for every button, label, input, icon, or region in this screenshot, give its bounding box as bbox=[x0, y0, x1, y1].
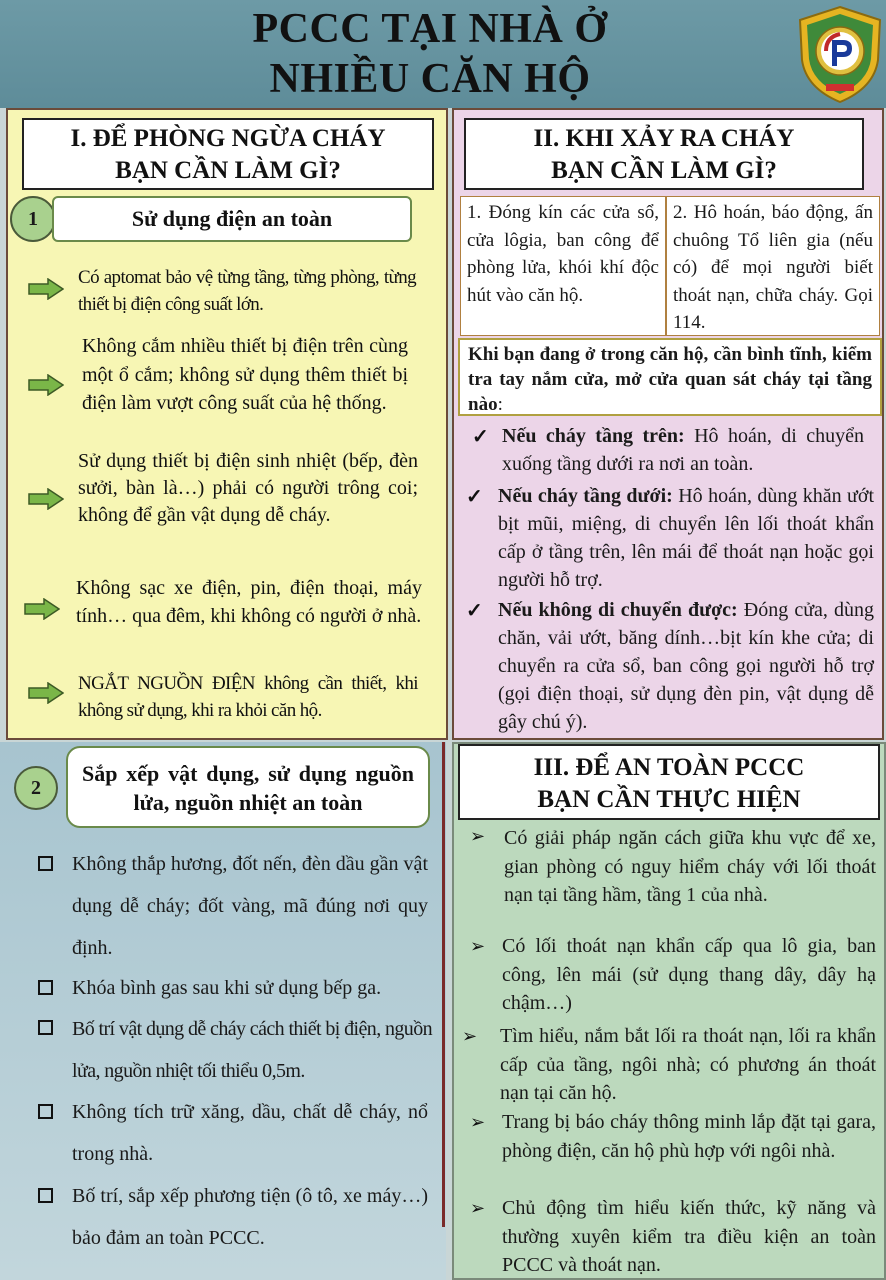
group-2-item-3: Bố trí vật dụng dễ cháy cách thiết bị điện, nguồn lửa, nguồn nhiệt tối thiểu 0,5m. bbox=[72, 1018, 432, 1082]
checkbox-bullet-icon bbox=[38, 1188, 53, 1203]
group-1-item-3: Sử dụng thiết bị điện sinh nhiệt (bếp, đèn sưởi, bàn là…) phải có người trông coi; không để gần vật dụng dễ cháy. bbox=[78, 450, 418, 526]
group-2-item-1: Không thắp hương, đốt nến, đèn dầu gần vật dụng dễ cháy; đốt vàng, mã đúng nơi quy định. bbox=[72, 853, 428, 959]
group-2-number-badge: 2 bbox=[14, 766, 58, 810]
group-1-item-1: Có aptomat bảo vệ từng tầng, từng phòng, từng thiết bị điện công suất lớn. bbox=[78, 267, 416, 315]
group-2-item-4: Không tích trữ xăng, dầu, chất dễ cháy, nổ trong nhà. bbox=[72, 1101, 428, 1165]
check-item-cannot-move-text: Đóng cửa, dùng chăn, vải ướt, băng dính…bịt kín khe cửa; di chuyển ra cửa sổ, ban công gọi người hỗ trợ (gọi điện thoại, sử dụng đèn pin, vật dụng dễ gây chú ý). bbox=[498, 599, 874, 733]
group-1-item-4: Không sạc xe điện, pin, điện thoại, máy tính… qua đêm, khi không có người ở nhà. bbox=[76, 577, 422, 627]
arrowhead-bullet-icon: ➢ bbox=[462, 1026, 478, 1046]
checkbox-bullet-icon bbox=[38, 980, 53, 995]
checkmark-icon: ✓ bbox=[466, 486, 483, 508]
group-1-heading: Sử dụng điện an toàn bbox=[52, 196, 412, 242]
title-line-1: PCCC TẠI NHÀ Ở bbox=[252, 6, 608, 52]
group-2-item-5: Bố trí, sắp xếp phương tiện (ô tô, xe máy…) bảo đảm an toàn PCCC. bbox=[72, 1185, 428, 1249]
arrow-right-icon bbox=[24, 598, 60, 620]
in-apartment-note-text: Khi bạn đang ở trong căn hộ, cần bình tĩnh, kiểm tra tay nắm cửa, mở cửa quan sát cháy tại tầng nào bbox=[468, 344, 872, 415]
in-apartment-note-tail: : bbox=[497, 394, 503, 415]
page-title bbox=[150, 4, 710, 104]
arrowhead-bullet-icon: ➢ bbox=[470, 826, 486, 846]
check-item-fire-below bbox=[498, 482, 874, 594]
section-3-title-line-2: BẠN CẦN THỰC HIỆN bbox=[537, 786, 801, 813]
checkmark-icon: ✓ bbox=[466, 600, 483, 622]
section-3-item-5: Chủ động tìm hiểu kiến thức, kỹ năng và thường xuyên kiểm tra điều kiện an toàn PCCC và thoát nạn. bbox=[502, 1197, 876, 1276]
arrowhead-bullet-icon: ➢ bbox=[470, 1112, 486, 1132]
in-apartment-note bbox=[458, 338, 882, 416]
section-1-title-line-1: I. ĐỂ PHÒNG NGỪA CHÁY bbox=[70, 125, 386, 152]
title-line-2: NHIỀU CĂN HỘ bbox=[269, 56, 591, 102]
group-1-item-2: Không cắm nhiều thiết bị điện trên cùng một ổ cắm; không sử dụng thêm thiết bị điện làm vượt công suất của hệ thống. bbox=[82, 335, 408, 414]
fire-action-step-2: 2. Hô hoán, báo động, ấn chuông Tổ liên gia (nếu có) để mọi người biết thoát nạn, chữa cháy. Gọi 114. bbox=[666, 196, 880, 336]
section-3-item-2: Có lối thoát nạn khẩn cấp qua lô gia, ban công, lên mái (sử dụng thang dây, dây hạ chậm…) bbox=[502, 935, 876, 1014]
section-3-title bbox=[458, 744, 880, 820]
checkbox-bullet-icon bbox=[38, 856, 53, 871]
arrow-right-icon bbox=[28, 488, 64, 510]
check-item-cannot-move bbox=[498, 596, 874, 736]
group-1-number-badge: 1 bbox=[10, 196, 56, 242]
check-item-cannot-move-label: Nếu không di chuyển được: bbox=[498, 599, 738, 621]
group-1-item-5: NGẮT NGUỒN ĐIỆN không cần thiết, khi không sử dụng, khi ra khỏi căn hộ. bbox=[78, 673, 418, 721]
section-3-item-3: Tìm hiểu, nắm bắt lối ra thoát nạn, lối ra khẩn cấp của tầng, ngôi nhà; có phương án thoát nạn tại căn hộ. bbox=[500, 1025, 876, 1104]
checkmark-icon: ✓ bbox=[472, 426, 489, 448]
checkbox-bullet-icon bbox=[38, 1020, 53, 1035]
arrowhead-bullet-icon: ➢ bbox=[470, 1198, 486, 1218]
check-item-fire-above bbox=[502, 422, 864, 478]
check-item-fire-below-text: Hô hoán, dùng khăn ướt bịt mũi, miệng, di chuyển lên lối thoát khẩn cấp ở tầng trên, lên mái để thoát nạn hoặc gọi người hỗ trợ. bbox=[498, 485, 874, 591]
section-2-title-line-2: BẠN CẦN LÀM GÌ? bbox=[551, 157, 777, 184]
arrow-right-icon bbox=[28, 278, 64, 300]
arrowhead-bullet-icon: ➢ bbox=[470, 936, 486, 956]
arrow-right-icon bbox=[28, 682, 64, 704]
section-2-title bbox=[464, 118, 864, 190]
group-2-heading: Sắp xếp vật dụng, sử dụng nguồn lửa, nguồn nhiệt an toàn bbox=[66, 746, 430, 828]
checkbox-bullet-icon bbox=[38, 1104, 53, 1119]
section-3-item-4: Trang bị báo cháy thông minh lắp đặt tại gara, phòng điện, căn hộ phù hợp với ngôi nhà. bbox=[502, 1111, 876, 1162]
police-emblem-icon bbox=[796, 4, 884, 104]
check-item-fire-above-label: Nếu cháy tầng trên: bbox=[502, 425, 685, 447]
section-3-item-1: Có giải pháp ngăn cách giữa khu vực để xe, gian phòng có nguy hiểm cháy với lối thoát nạn tại tầng hầm, tầng 1 của nhà. bbox=[504, 827, 876, 906]
section-2-title-line-1: II. KHI XẢY RA CHÁY bbox=[533, 125, 795, 152]
section-3-title-line-1: III. ĐỂ AN TOÀN PCCC bbox=[533, 754, 805, 781]
fire-action-step-1: 1. Đóng kín các cửa sổ, cửa lôgia, ban công để phòng lửa, khói khí độc hút vào căn hộ. bbox=[460, 196, 666, 336]
column-divider bbox=[442, 742, 445, 1227]
check-item-fire-below-label: Nếu cháy tầng dưới: bbox=[498, 485, 673, 507]
section-1-title bbox=[22, 118, 434, 190]
check-item-fire-above-text: Hô hoán, di chuyển xuống tầng dưới ra nơi an toàn. bbox=[502, 425, 864, 475]
group-2-item-2: Khóa bình gas sau khi sử dụng bếp ga. bbox=[72, 977, 382, 999]
arrow-right-icon bbox=[28, 374, 64, 396]
section-1-title-line-2: BẠN CẦN LÀM GÌ? bbox=[115, 157, 341, 184]
